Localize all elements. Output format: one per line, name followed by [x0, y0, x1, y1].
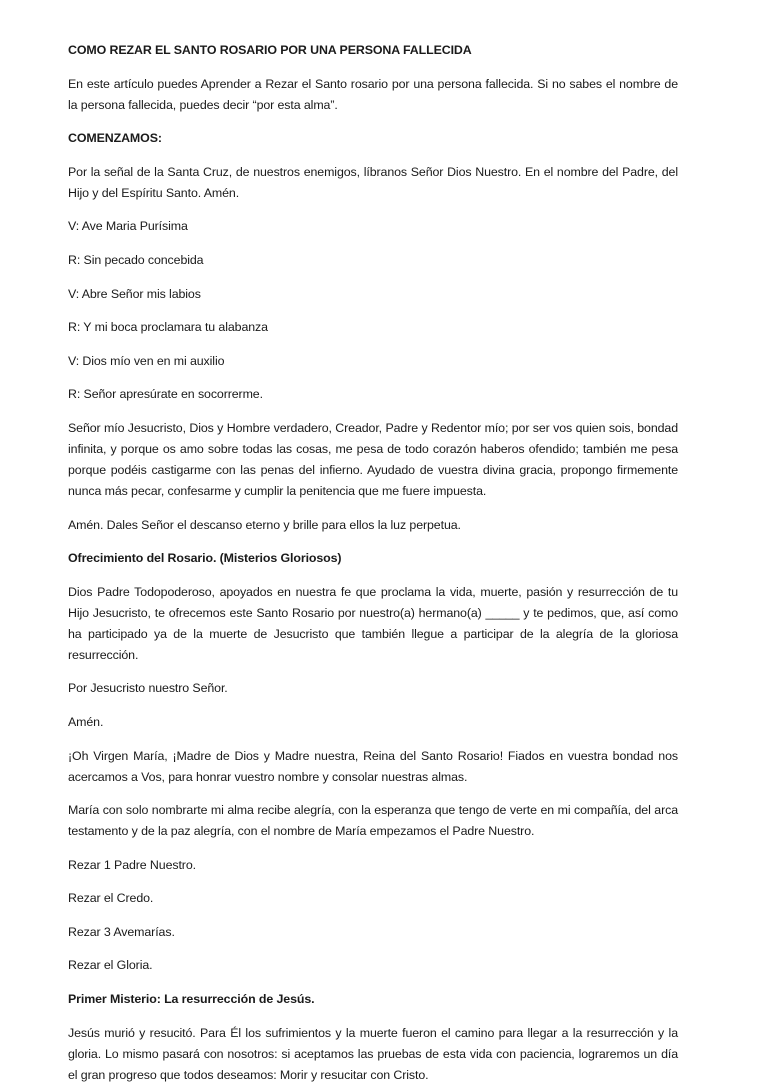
paragraph: Rezar el Credo. — [68, 891, 154, 906]
paragraph: V: Ave Maria Purísima — [68, 219, 188, 234]
paragraph: Rezar el Gloria. — [68, 958, 153, 973]
section-heading: Ofrecimiento del Rosario. (Misterios Gloriosos) — [68, 551, 342, 566]
section-heading: Primer Misterio: La resurrección de Jesús. — [68, 992, 315, 1007]
paragraph: Amén. — [68, 714, 104, 729]
document-title: COMO REZAR EL SANTO ROSARIO POR UNA PERSONA FALLECIDA — [68, 43, 472, 57]
paragraph: V: Dios mío ven en mi auxilio — [68, 353, 225, 368]
paragraph: Dios Padre Todopoderoso, apoyados en nuestra fe que proclama la vida, muerte, pasión y resurrección de tu Hijo Jesucristo, te ofrecemos este Santo Rosario por nuestro(a) hermano(a) _____ y te pedimos, que, así como ha participado ya de la muerte de Jesucristo que también llegue a participar de la alegría de la gloriosa resurrección. — [68, 584, 678, 662]
paragraph: R: Señor apresúrate en socorrerme. — [68, 387, 263, 402]
paragraph: R: Sin pecado concebida — [68, 252, 204, 267]
paragraph: María con solo nombrarte mi alma recibe alegría, con la esperanza que tengo de verte en mi compañía, del arca testamento y de la paz alegría, con el nombre de María empezamos el Padre Nuestro. — [68, 803, 678, 839]
paragraph: ¡Oh Virgen María, ¡Madre de Dios y Madre nuestra, Reina del Santo Rosario! Fiados en vuestra bondad nos acercamos a Vos, para honrar vuestro nombre y consolar nuestras almas. — [68, 748, 678, 784]
paragraph: En este artículo puedes Aprender a Rezar el Santo rosario por una persona fallecida. Si no sabes el nombre de la persona fallecida, puedes decir “por esta alma”. — [68, 76, 678, 112]
paragraph: R: Y mi boca proclamara tu alabanza — [68, 320, 268, 335]
section-heading: COMENZAMOS: — [68, 131, 162, 146]
document-body — [68, 74, 678, 1086]
paragraph: Señor mío Jesucristo, Dios y Hombre verdadero, Creador, Padre y Redentor mío; por ser vos quien sois, bondad infinita, y porque os amo sobre todas las cosas, me pesa de todo corazón haberos ofendido; también me pesa porque podéis castigarme con las penas del infierno. Ayudado de vuestra divina gracia, propongo firmemente nunca más pecar, confesarme y cumplir la penitencia que me fuere impuesta. — [68, 420, 678, 498]
paragraph: Jesús murió y resucitó. Para Él los sufrimientos y la muerte fueron el camino para llegar a la resurrección y la gloria. Lo mismo pasará con nosotros: si aceptamos las pruebas de esta vida con paciencia, lograremos un día el gran progreso que todos deseamos: Morir y resucitar con Cristo. — [68, 1025, 678, 1082]
paragraph: Rezar 1 Padre Nuestro. — [68, 857, 196, 872]
paragraph: Por la señal de la Santa Cruz, de nuestros enemigos, líbranos Señor Dios Nuestro. En el nombre del Padre, del Hijo y del Espíritu Santo. Amén. — [68, 164, 678, 200]
paragraph: V: Abre Señor mis labios — [68, 286, 201, 301]
paragraph: Amén. Dales Señor el descanso eterno y brille para ellos la luz perpetua. — [68, 517, 461, 532]
paragraph: Por Jesucristo nuestro Señor. — [68, 681, 228, 696]
paragraph: Rezar 3 Avemarías. — [68, 924, 175, 939]
